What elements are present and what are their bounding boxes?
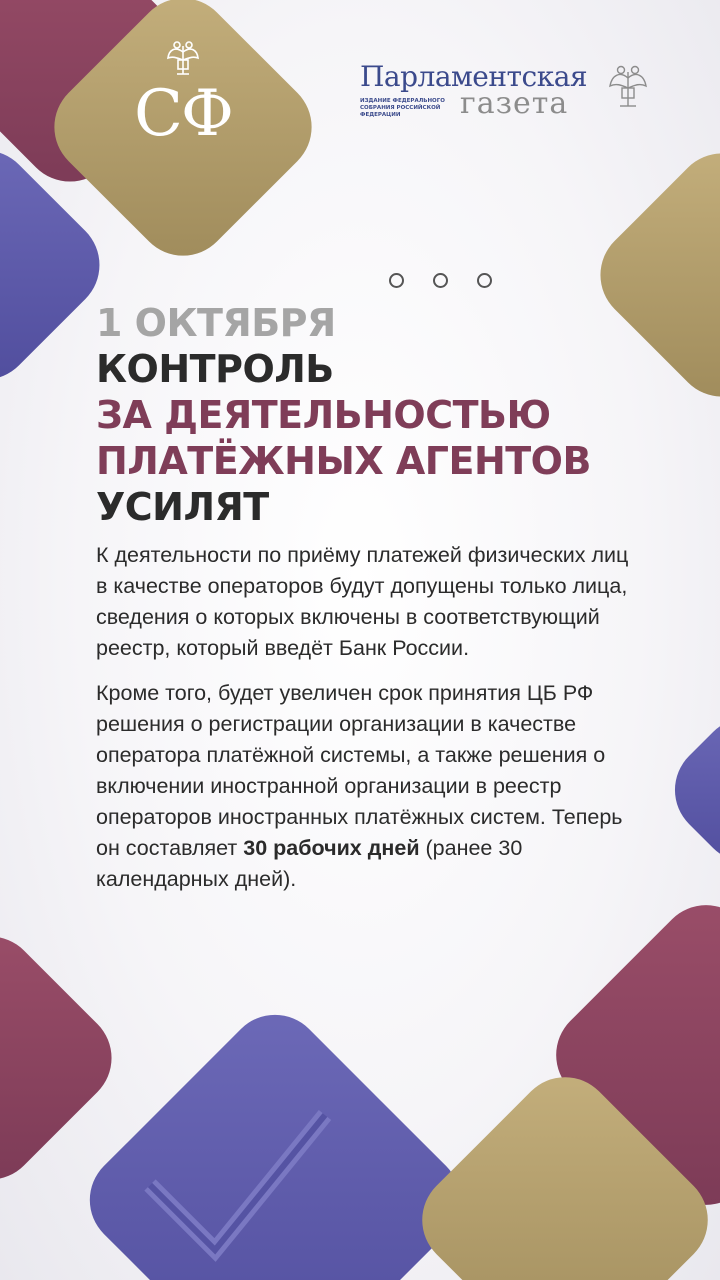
headline-line4: УСИЛЯТ: [96, 485, 269, 529]
sf-logo-text: СФ: [133, 77, 233, 151]
newspaper-logo: [360, 60, 650, 120]
paragraph-2: [96, 678, 636, 895]
emblem-icon: [608, 64, 648, 110]
article-body: [96, 540, 636, 909]
carousel-dots: [389, 273, 492, 288]
headline: [96, 300, 636, 530]
carousel-dot: [389, 273, 404, 288]
carousel-dot: [433, 273, 448, 288]
checkmark-icon: [140, 1100, 340, 1280]
headline-line3: ПЛАТЁЖНЫХ АГЕНТОВ: [96, 439, 591, 483]
emblem-icon: [165, 40, 201, 78]
headline-line2: ЗА ДЕЯТЕЛЬНОСТЬЮ: [96, 393, 551, 437]
paragraph-2-main: Кроме того, будет увеличен срок принятия ЦБ РФ решения о регистрации организации в качестве оператора платёжной системы, а также решения о включении иностранной организации в реестр операторов иностранных платёжных систем. Теперь он составляет: [96, 681, 623, 860]
paragraph-1: К деятельности по приёму платежей физических лиц в качестве операторов будут допущены только лица, сведения о которых включены в соответствующий реестр, который введёт Банк России.: [96, 543, 629, 660]
newspaper-name-line2: газета: [460, 86, 569, 121]
newspaper-name-line1: Парламентская: [360, 60, 588, 93]
paragraph-2-highlight: 30 рабочих дней: [243, 836, 420, 860]
paragraph-2-tail: (ранее 30 календарных дней).: [96, 836, 523, 891]
carousel-dot: [477, 273, 492, 288]
headline-line1: КОНТРОЛЬ: [96, 347, 334, 391]
decor-indigo-right: [655, 698, 720, 882]
sf-logo: [118, 40, 248, 151]
headline-date: 1 ОКТЯБРЯ: [96, 301, 336, 345]
newspaper-subtitle: ИЗДАНИЕ ФЕДЕРАЛЬНОГО СОБРАНИЯ РОССИЙСКОЙ ФЕДЕРАЦИИ: [360, 98, 445, 118]
